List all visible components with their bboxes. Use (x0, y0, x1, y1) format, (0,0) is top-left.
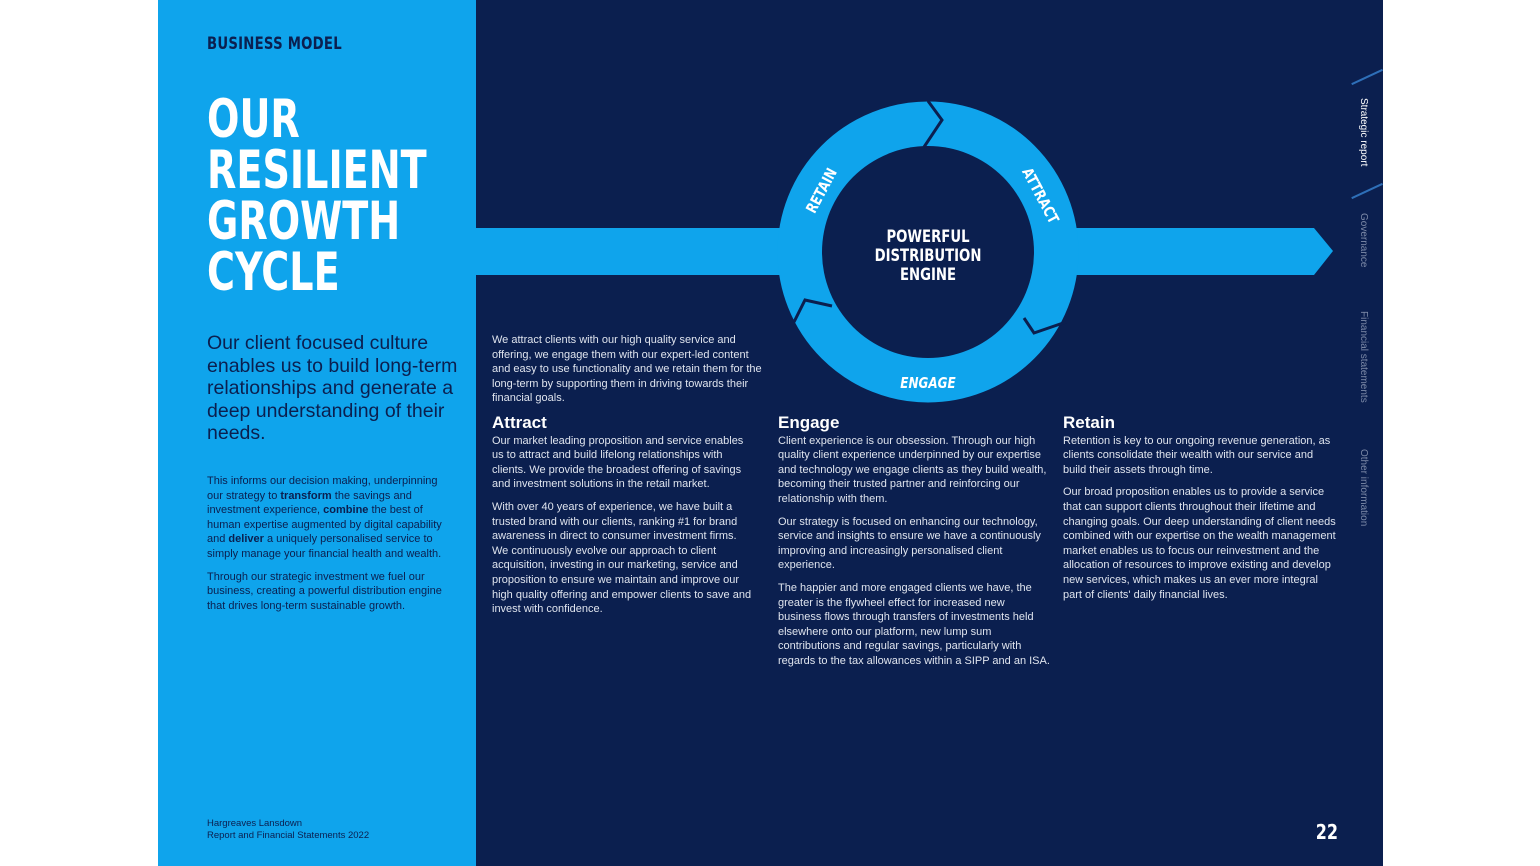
text-run-bold: deliver (228, 533, 264, 546)
footer (207, 818, 369, 841)
nav-tab-governance[interactable]: Governance (1358, 213, 1369, 268)
text-run: the best of human expertise augmented by digital capability and (207, 504, 442, 546)
label-retain: RETAIN (802, 165, 842, 217)
text-run-bold: combine (323, 504, 369, 517)
title-line: RESILIENT (207, 140, 427, 201)
center-line: DISTRIBUTION (874, 245, 982, 266)
paragraph: Our strategy is focused on enhancing our technology, service and insights to ensure we have a continuously improving and increasingly personalised client experience. (778, 515, 1041, 572)
right-panel (476, 0, 1383, 866)
text-run-bold: transform (280, 489, 332, 502)
column-attract (492, 413, 752, 625)
title-line: CYCLE (207, 242, 340, 303)
text-run: the savings and investment experience, (207, 489, 412, 517)
center-line: POWERFUL (886, 226, 970, 247)
page-title (207, 89, 427, 303)
column-engage (778, 413, 1050, 677)
paragraph: Retention is key to our ongoing revenue generation, as clients consolidate their wealth with our service and build their assets through time. (1063, 434, 1331, 476)
label-attract: ATTRACT (1017, 165, 1062, 227)
paragraph: With over 40 years of experience, we have built a trusted brand with our clients, ranking #1 for brand awareness in direct to consumer investment firms. We continuously evolve our approach to client acquisition, investing in our marketing, service and proposition to ensure we maintain and improve our high quality offering and empower clients to save and invest with confidence. (492, 500, 752, 616)
paragraph: Client experience is our obsession. Through our high quality client experience underpinned by our expertise and technology we engage clients as they build wealth, becoming their trusted partner and reinforcing our relationship with them. (778, 434, 1047, 505)
nav-tab-strategic-report[interactable]: Strategic report (1358, 98, 1369, 167)
footer-company: Hargreaves Lansdown (207, 818, 303, 829)
lead-paragraph: We attract clients with our high quality service and offering, we engage them with our expert-led content and easy to use functionality and we retain them for the long-term by supporting them in driving towards their financial goals. (492, 334, 762, 405)
left-body-paragraph-2: Through our strategic investment we fuel our business, creating a powerful distribution engine that drives long-term sustainable growth. (207, 570, 442, 612)
footer-report: Report and Financial Statements 2022 (207, 829, 370, 841)
nav-tab-other-information[interactable]: Other information (1358, 449, 1369, 527)
left-panel (158, 0, 476, 866)
text-run: This informs our decision making, underpinning our strategy to (207, 475, 438, 502)
page-number: 22 (1315, 820, 1339, 844)
nav-tab-financial-statements[interactable]: Financial statements (1358, 311, 1369, 403)
paragraph: Our broad proposition enables us to provide a service that can support clients throughout their lifetime and changing goals. Our deep understanding of client needs combined with our expertise on the wealth management market enables us to focus our reinvestment and the allocation of resources to improve existing and develop new services, which makes us an ever more integral part of clients' daily financial lives. (1063, 486, 1336, 601)
left-body (207, 474, 452, 621)
column-heading: Retain (1063, 413, 1115, 432)
lead-text (492, 333, 762, 414)
left-body-paragraph-1 (207, 474, 452, 562)
intro-text: Our client focused culture enables us to build long-term relationships and generate a deep understanding of their needs. (207, 332, 458, 444)
column-heading: Engage (778, 413, 840, 432)
title-line: GROWTH (207, 191, 401, 252)
center-line: ENGINE (899, 264, 957, 285)
column-heading: Attract (492, 413, 547, 432)
title-line: OUR (207, 89, 300, 150)
column-retain (1063, 413, 1338, 610)
text-run: a uniquely personalised service to simply manage your financial health and wealth. (207, 533, 442, 560)
section-label: BUSINESS MODEL (207, 34, 342, 54)
paragraph: The happier and more engaged clients we have, the greater is the flywheel effect for increased new business flows through transfers of investments held elsewhere onto our platform, new lump sum contributions and regular savings, particularly with regards to the tax allowances within a SIPP and an ISA. (778, 581, 1050, 667)
label-engage: ENGAGE (900, 374, 956, 393)
paragraph: Our market leading proposition and service enables us to attract and build lifelong relationships with clients. We provide the broadest offering of savings and investment solutions in the retail market. (492, 434, 744, 491)
